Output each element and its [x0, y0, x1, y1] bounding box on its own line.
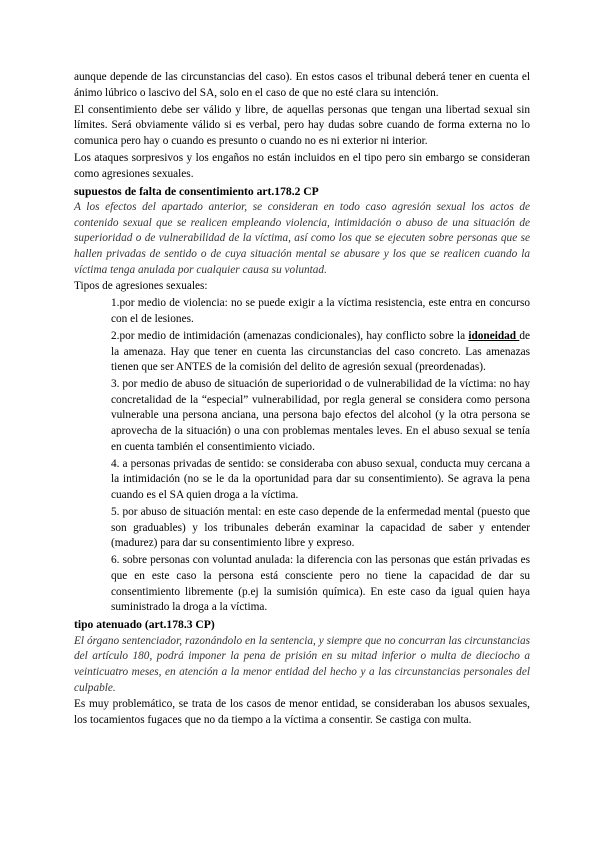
underlined-term: idoneidad	[468, 330, 520, 342]
quote-article-178-2: A los efectos del apartado anterior, se consideran en todo caso agresión sexual los actos de contenido sexual que se realicen empleando violencia, intimidación o abuso de una situación de superioridad o de vulnerabilidad de la víctima, así como los que se ejecuten sobre personas que se hallen privadas de sentido o de cuya situación mental se abusare y los que se realicen cuando la víctima tenga anulada por cualquier causa su voluntad.	[74, 201, 530, 276]
heading-attenuated-type: tipo atenuado (art.178.3 CP)	[74, 618, 215, 632]
paragraph-surprise-attacks: Los ataques sorpresivos y los engaños no están incluidos en el tipo pero sin embargo se consideran como agresiones sexuales.	[74, 151, 530, 180]
list-item: 6. sobre personas con voluntad anulada: la diferencia con las personas que están privadas es que en este caso la persona está consciente pero no tiene la capacidad de dar su consentimiento libremente (p.ej la sumisión química). En este caso da igual quien haya suministrado la droga a la víctima.	[111, 554, 530, 614]
types-intro: Tipos de agresiones sexuales:	[74, 280, 208, 293]
heading-lack-of-consent: supuestos de falta de consentimiento art.178.2 CP	[74, 184, 319, 198]
list-item: 5. por abuso de situación mental: en este caso depende de la enfermedad mental (puesto que son graduables) y los tribunales deberán examinar la capacidad de saber y entender (madurez) para dar su consentimiento libre y expreso.	[111, 506, 530, 550]
item2-text-after: de la amenaza. Hay que tener en cuenta las circunstancias del caso concreto. Las amenazas tienen que ser ANTES de la comisión del delito de agresión sexual (preordenadas).	[111, 330, 530, 374]
list-item: 4. a personas privadas de sentido: se consideraba con abuso sexual, conducta muy cercana a la intimidación (no se le da la oportunidad para dar su consentimiento). Se agrava la pena cuando es el SA quien droga a la víctima.	[111, 457, 530, 501]
types-list	[74, 296, 530, 615]
list-item	[111, 329, 530, 376]
list-item: 1.por medio de violencia: no se puede exigir a la víctima resistencia, este entra en concurso con el de lesiones.	[111, 297, 530, 325]
paragraph-consent: El consentimiento debe ser válido y libre, de aquellas personas que tengan una libertad sexual sin límites. Será obviamente válido si es verbal, pero hay dudas sobre cuando de forma externa no lo comunica pero hay o cuando es presunto o cuando no es ni exterior ni interior.	[74, 103, 530, 147]
item2-text-before: 2.por medio de intimidación (amenazas condicionales), hay conflicto sobre la	[111, 330, 469, 342]
quote-article-178-3: El órgano sentenciador, razonándolo en la sentencia, y siempre que no concurran las circunstancias del artículo 180, podrá imponer la pena de prisión en su mitad inferior o multa de dieciocho a veinticuatro meses, en atención a la menor entidad del hecho y a las circunstancias personales del culpable.	[74, 634, 530, 694]
paragraph-closing: Es muy problemático, se trata de los casos de menor entidad, se consideraban los abusos sexuales, los tocamientos fugaces que no da tiempo a la víctima a consentir. Se castiga con multa.	[74, 698, 530, 726]
paragraph-intro: aunque depende de las circunstancias del caso). En estos casos el tribunal deberá tener en cuenta el ánimo lúbrico o lascivo del SA, solo en el caso de que no esté clara su intención.	[74, 71, 530, 99]
document-page	[74, 70, 530, 730]
list-item: 3. por medio de abuso de situación de superioridad o de vulnerabilidad de la víctima: no hay concretalidad de la “especial” vulnerabilidad, por regla general se considera como persona vulnerable una persona anciana, una persona bajo efectos del alcohol (y la otra persona se aprovecha de la situación) o una con problemas mentales leves. En el abuso sexual se tenía en cuenta también el consentimiento viciado.	[111, 378, 530, 453]
